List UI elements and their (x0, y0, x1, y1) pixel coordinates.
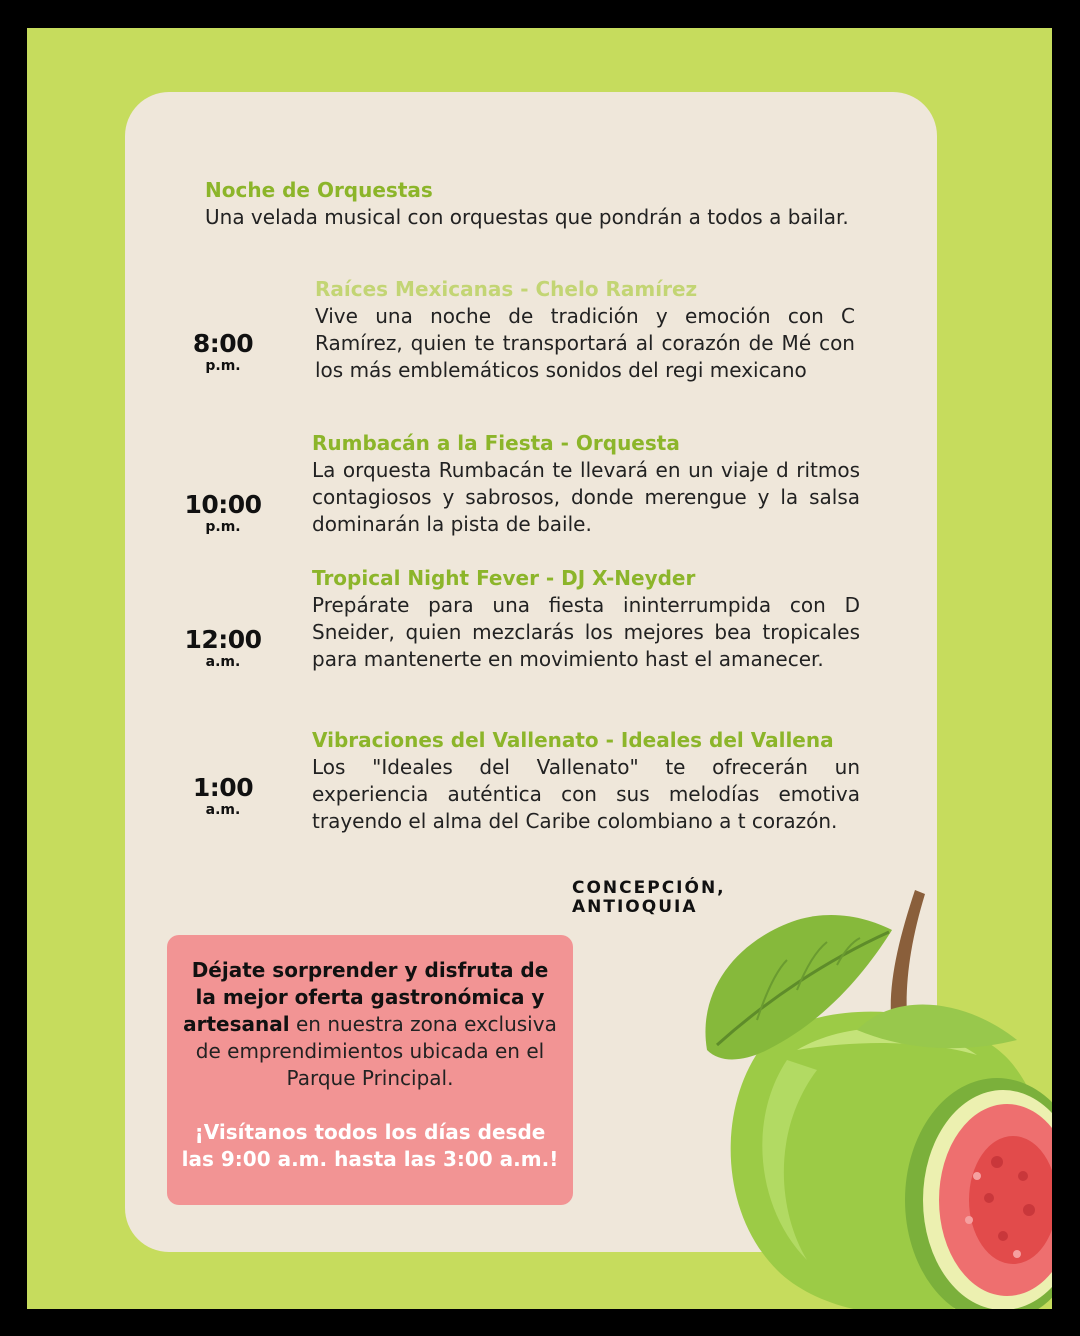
event-body (312, 564, 860, 673)
event-description: Prepárate para una fiesta ininterrumpida con D Sneider, quien mezclarás los mejores bea tropicales para mantenerte en movimiento hast el amanecer. (312, 593, 860, 671)
event-body (312, 429, 860, 538)
event-time-period: a.m. (205, 654, 241, 670)
intro-description: Una velada musical con orquestas que pondrán a todos a bailar. (205, 205, 849, 229)
event-time (165, 626, 281, 670)
event-title: Tropical Night Fever - DJ X-Neyder (312, 566, 696, 590)
event-time-hour: 12:00 (184, 625, 262, 654)
poster-background (27, 28, 1052, 1309)
intro-title: Noche de Orquestas (205, 178, 433, 202)
event-title: Vibraciones del Vallenato - Ideales del Vallena (312, 728, 834, 752)
promo-body: en nuestra zona exclusiva de emprendimientos ubicada en el Parque Principal. (195, 1012, 557, 1090)
location-region: ANTIOQUIA (572, 897, 698, 917)
event-title: Raíces Mexicanas - Chelo Ramírez (315, 277, 698, 301)
event-description: Los "Ideales del Vallenato" te ofrecerán un experiencia auténtica con sus melodías emotiva trayendo el alma del Caribe colombiano a t corazón. (312, 755, 860, 833)
event-time-hour: 8:00 (192, 329, 254, 358)
event-time-hour: 1:00 (192, 773, 254, 802)
event-description: La orquesta Rumbacán te llevará en un viaje d ritmos contagiosos y sabrosos, donde merengue y la salsa dominarán la pista de baile. (312, 458, 860, 536)
event-time-period: a.m. (205, 802, 241, 818)
guava-fruit-illustration (677, 880, 1052, 1309)
event-body (315, 275, 863, 384)
intro-section (205, 176, 895, 231)
promo-text (179, 957, 561, 1092)
promo-highlight: Déjate sorprender y disfruta de la mejor oferta gastronómica y artesanal (183, 958, 549, 1036)
location-town: CONCEPCIÓN, (572, 878, 726, 898)
promo-cta: ¡Visítanos todos los días desde las 9:00 a.m. hasta las 3:00 a.m.! (181, 1120, 559, 1171)
event-time-period: p.m. (205, 519, 241, 535)
promo-box (167, 935, 573, 1205)
event-title: Rumbacán a la Fiesta - Orquesta (312, 431, 680, 455)
event-time (165, 491, 281, 535)
event-description: Vive una noche de tradición y emoción con C Ramírez, quien te transportará al corazón de Mé con los más emblemáticos sonidos del regi mexicano (315, 304, 855, 382)
event-time (165, 774, 281, 818)
event-time-hour: 10:00 (184, 490, 262, 519)
event-body (312, 726, 860, 835)
event-time (165, 330, 281, 374)
event-time-period: p.m. (205, 358, 241, 374)
